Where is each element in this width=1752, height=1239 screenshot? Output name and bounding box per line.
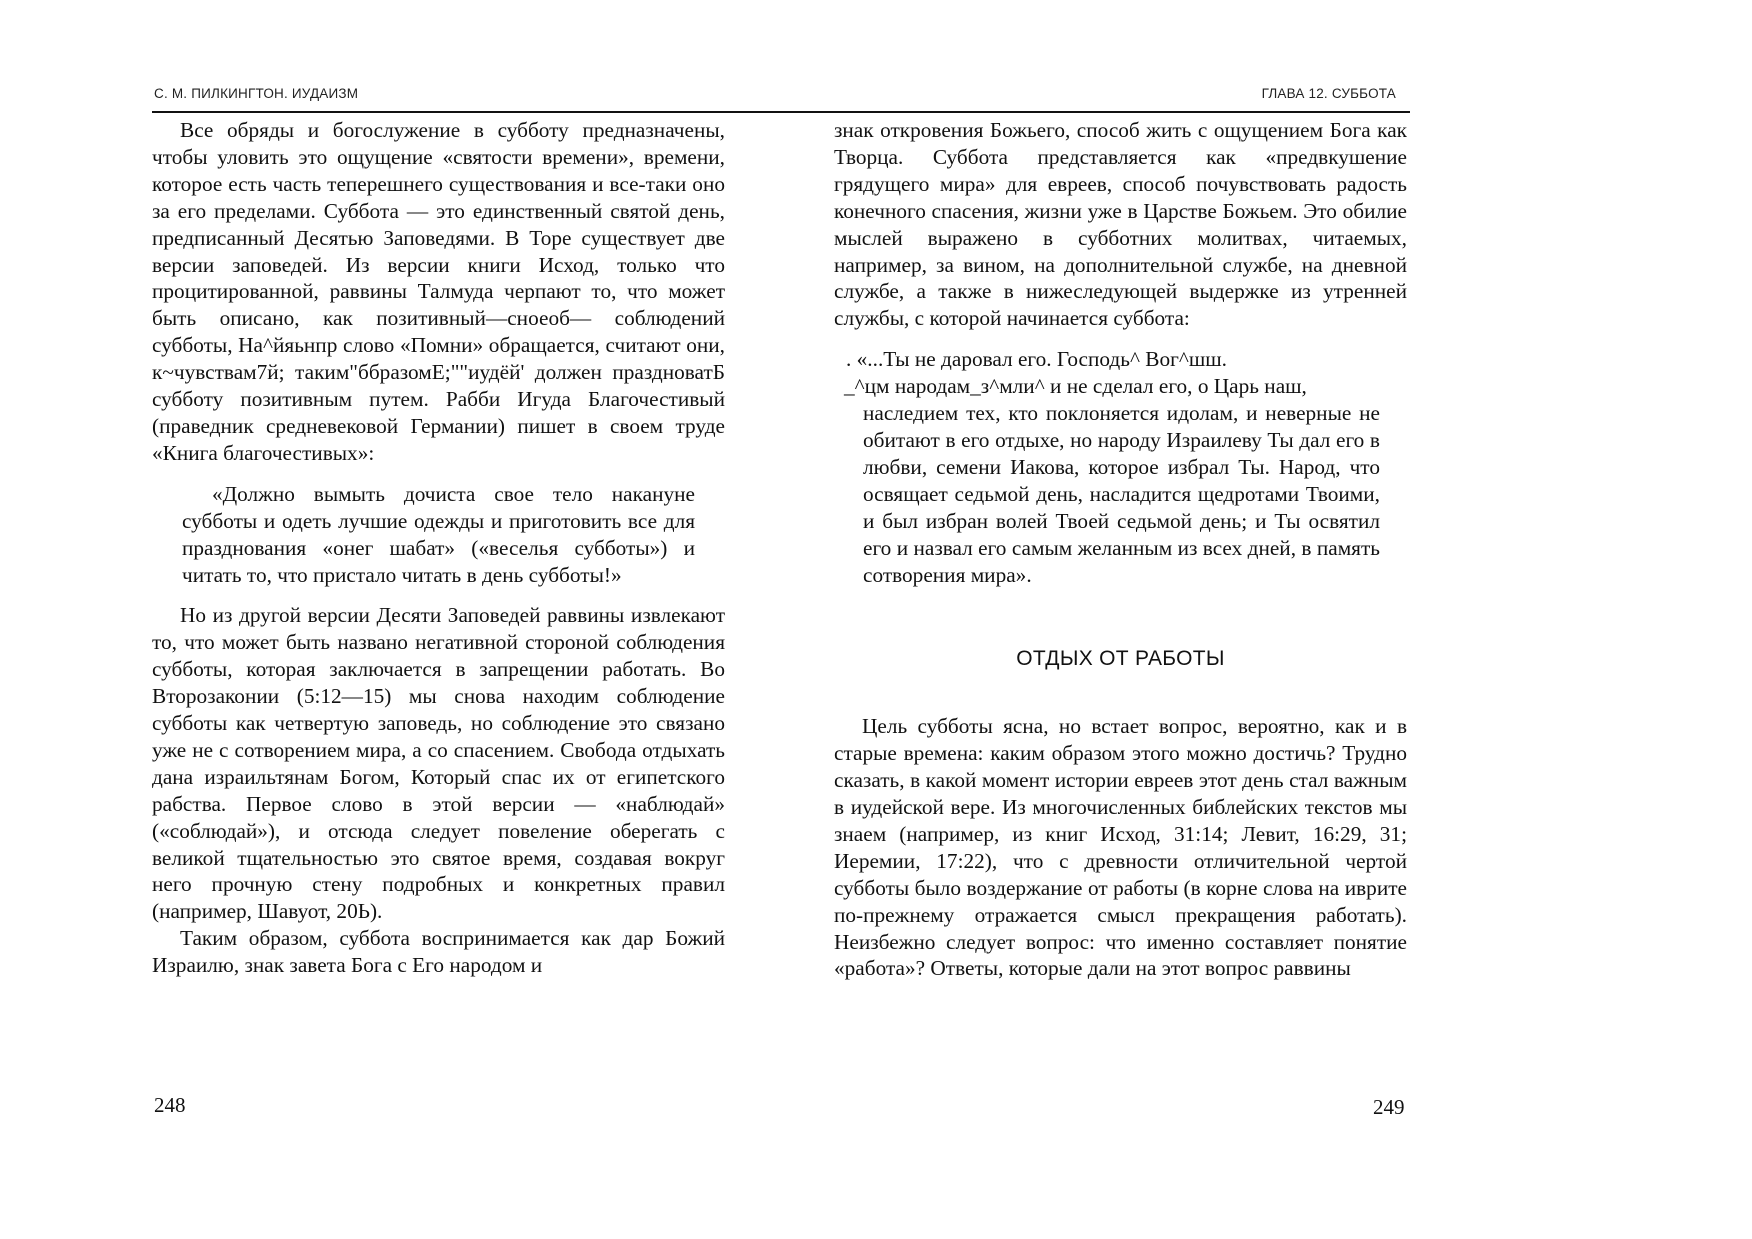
right-paragraph-1: знак откровения Божьего, способ жить с ощущением Бога как Творца. Суббота представляется как «предвкушение грядущего мира» для евреев, способ почувствовать радость конечного спасения, жизни уже в Царстве Божьем. Это обилие мыслей выражено в субботних молитвах, читаемых, например, за вином, на дополнительной службе, на дневной службе, а также в нижеследующей выдержке из утренней службы, с которой начинается суббота: — [834, 118, 1407, 331]
right-quote-line-1: . «...Ты не даровал его. Господь^ Вог^шш. — [846, 347, 1228, 372]
left-page-text — [152, 117, 725, 979]
right-quote-line-2: _^цм народам_з^мли^ и не сделал его, о Царь наш, — [844, 374, 1307, 399]
right-paragraph-2: Цель субботы ясна, но встает вопрос, вероятно, как и в старые времена: каким образом этого можно достичь? Трудно сказать, в какой момент истории евреев этот день стал важным в иудейской вере. Из многочисленных библейских текстов мы знаем (например, из книг Исход, 31:14; Левит, 16:29, 31; Иеремии, 17:22), что с древности отличительной чертой субботы было воздержание от работы (в корне слова на иврите по-прежнему отражается смысл прекращения работать). Неизбежно следует вопрос: что именно составляет понятие «работа»? Ответы, которые дали на этот вопрос раввины — [834, 714, 1407, 981]
right-quote — [834, 346, 1407, 588]
page-number-left: 248 — [154, 1093, 186, 1117]
left-paragraph-2: Но из другой версии Десяти Заповедей раввины извлекают то, что может быть названо негативной стороной соблюдения субботы, которая заключается в запрещении работать. Во Второзаконии (5:12—15) мы снова находим соблюдение субботы как четвертую заповедь, но соблюдение это связано уже не с сотворением мира, а со спасением. Свобода отдыхать дана израильтянам Богом, Который спас их от египетского рабства. Первое слово в этой версии — «наблюдай» («соблюдай»), и отсюда следует повеление оберегать с великой тщательностью это святое время, создавая вокруг него прочную стену подробных и конкретных правил (например, Шавуот, 20Ь). — [152, 603, 725, 924]
left-paragraph-3: Таким образом, суббота воспринимается как дар Божий Израилю, знак завета Бога с Его народом и — [152, 926, 725, 978]
right-page-text — [834, 117, 1407, 982]
page-number-right: 249 — [1373, 1095, 1405, 1119]
left-quote: «Должно вымыть дочиста свое тело накануне субботы и одеть лучшие одежды и приготовить все для празднования «онег шабат» («веселья субботы») и читать то, что пристало читать в день субботы!» — [182, 481, 695, 587]
header-rule — [152, 111, 1410, 113]
running-head-left: С. М. ПИЛКИНГТОН. ИУДАИЗМ — [154, 86, 359, 101]
left-paragraph-1: Все обряды и богослужение в субботу предназначены, чтобы уловить это ощущение «святости времени», времени, которое есть часть теперешнего существования и все-таки оно за его пределами. Суббота — это единственный святой день, предписанный Десятью Заповедями. В Торе существует две версии заповедей. Из версии книги Исход, только что процитированной, раввины Талмуда черпают то, что может быть описано, как позитивный—сноеоб— соблюдений субботы, На^йяьнпр слово «Помни» обращается, считают они, к~чувствам7й; таким"ббразомЕ;""иудёй' должен празднoватБ субботу позитивным путем. Рабби Игуда Благочестивый (праведник средневековой Германии) пишет в своем труде «Книга благочестивых»: — [152, 118, 725, 465]
running-head-right: ГЛАВА 12. СУББОТА — [1261, 86, 1396, 101]
section-title: ОТДЫХ ОТ РАБОТЫ — [1016, 647, 1225, 671]
right-quote-body: наследием тех, кто поклоняется идолам, и неверные не обитают в его отдыхе, но народу Израилеву Ты дал его в любви, семени Иакова, которое избрал Ты. Народ, что освящает седьмой день, насладится щедротами Твоими, и был избран волей Твоей седьмой день; и Ты освятил его и назвал его самым желанным из всех дней, в память сотворения мира». — [863, 401, 1380, 587]
